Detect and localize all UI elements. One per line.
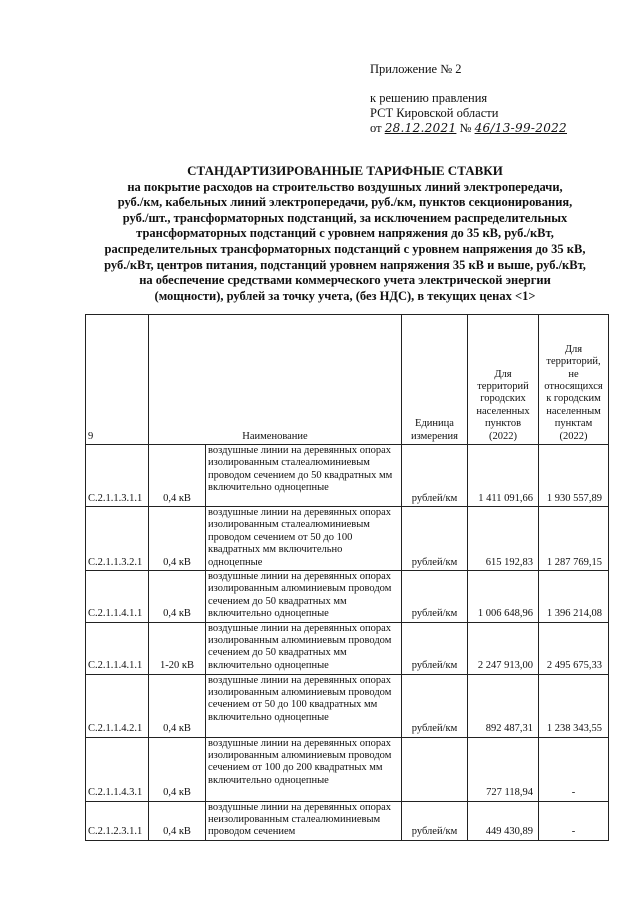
header-unit: Единица измерения <box>402 315 468 445</box>
decision-date-number <box>370 121 567 136</box>
row-code: С.2.1.1.4.2.1 <box>86 674 149 737</box>
title-line: распределительных трансформаторных подстанций с уровнем напряжения до 35 кВ, <box>104 241 586 256</box>
decision-line-2: РСТ Кировской области <box>370 106 499 120</box>
row-name: воздушные линии на деревянных опорах изолированным сталеалюминиевым проводом сечением до 50 квадратных мм включительно одноцепные <box>206 445 402 507</box>
row-code: С.2.1.1.4.3.1 <box>86 737 149 801</box>
appendix-label: Приложение № 2 <box>370 62 462 76</box>
title-main: СТАНДАРТИЗИРОВАННЫЕ ТАРИФНЫЕ СТАВКИ <box>187 163 503 178</box>
row-unit: рублей/км <box>402 507 468 571</box>
row-non-urban-value: 2 495 675,33 <box>539 622 609 674</box>
row-non-urban-value: 1 930 557,89 <box>539 445 609 507</box>
table-row <box>86 801 609 840</box>
row-urban-value: 2 247 913,00 <box>468 622 539 674</box>
row-urban-value: 1 006 648,96 <box>468 571 539 623</box>
title-line: руб./шт., трансформаторных подстанций, за исключением распределительных <box>122 210 568 225</box>
title-line: руб./км, кабельных линий электропередачи, руб./км, пунктов секционирования, <box>117 195 573 210</box>
row-urban-value: 892 487,31 <box>468 674 539 737</box>
row-voltage: 0,4 кВ <box>149 445 206 507</box>
title-line: трансформаторных подстанций с уровнем напряжения до 35 кВ, руб./кВт, <box>136 226 554 241</box>
title-line: на покрытие расходов на строительство воздушных линий электропередачи, <box>127 179 563 194</box>
document-title <box>90 163 600 304</box>
row-voltage: 0,4 кВ <box>149 507 206 571</box>
row-code: С.2.1.1.4.1.1 <box>86 571 149 623</box>
table-row <box>86 507 609 571</box>
row-unit: рублей/км <box>402 622 468 674</box>
header-urban: Для территорий городских населенных пунктов (2022) <box>468 315 539 445</box>
row-urban-value: 615 192,83 <box>468 507 539 571</box>
row-name: воздушные линии на деревянных опорах изолированным сталеалюминиевым проводом сечением от 50 до 100 квадратных мм включительно одноцепные <box>206 507 402 571</box>
decision-line-1: к решению правления <box>370 91 488 105</box>
row-non-urban-value: 1 287 769,15 <box>539 507 609 571</box>
row-unit: рублей/км <box>402 571 468 623</box>
row-non-urban-value: - <box>539 801 609 840</box>
handwritten-date: 28.12.2021 <box>384 121 457 135</box>
row-code: С.2.1.1.3.1.1 <box>86 445 149 507</box>
row-non-urban-value: 1 238 343,55 <box>539 674 609 737</box>
from-label: от <box>370 121 382 135</box>
row-unit: рублей/км <box>402 674 468 737</box>
row-unit: рублей/км <box>402 801 468 840</box>
row-name: воздушные линии на деревянных опорах изолированным алюминиевым проводом сечением до 50 квадратных мм включительно одноцепные <box>206 622 402 674</box>
table-row <box>86 571 609 623</box>
row-urban-value: 1 411 091,66 <box>468 445 539 507</box>
row-code: С.2.1.1.4.1.1 <box>86 622 149 674</box>
row-urban-value: 449 430,89 <box>468 801 539 840</box>
handwritten-number: 46/13-99-2022 <box>474 121 567 135</box>
row-name: воздушные линии на деревянных опорах неизолированным сталеалюминиевым проводом сечением <box>206 801 402 840</box>
row-voltage: 0,4 кВ <box>149 737 206 801</box>
title-line: (мощности), рублей за точку учета, (без НДС), в текущих ценах <1> <box>154 288 536 303</box>
row-voltage: 1-20 кВ <box>149 622 206 674</box>
row-name: воздушные линии на деревянных опорах изолированным алюминиевым проводом сечением до 50 квадратных мм включительно одноцепные <box>206 571 402 623</box>
row-unit: рублей/км <box>402 445 468 507</box>
row-code: С.2.1.1.3.2.1 <box>86 507 149 571</box>
table-row <box>86 445 609 507</box>
table-row <box>86 674 609 737</box>
row-name: воздушные линии на деревянных опорах изолированным алюминиевым проводом сечением от 50 до 100 квадратных мм включительно одноцепные <box>206 674 402 737</box>
row-non-urban-value: - <box>539 737 609 801</box>
table-row <box>86 622 609 674</box>
row-unit <box>402 737 468 801</box>
title-line: руб./кВт, центров питания, подстанций уровнем напряжения 35 кВ и выше, руб./кВт, <box>104 257 586 272</box>
title-line: на обеспечение средствами коммерческого учета электрической энергии <box>139 273 551 288</box>
tariff-table <box>85 314 609 841</box>
row-urban-value: 727 118,94 <box>468 737 539 801</box>
table-header-row <box>86 315 609 445</box>
row-voltage: 0,4 кВ <box>149 674 206 737</box>
row-name: воздушные линии на деревянных опорах изолированным алюминиевым проводом сечением от 100 до 200 квадратных мм включительно одноцепные <box>206 737 402 801</box>
header-num: 9 <box>86 315 149 445</box>
row-code: С.2.1.2.3.1.1 <box>86 801 149 840</box>
table-row <box>86 737 609 801</box>
row-voltage: 0,4 кВ <box>149 801 206 840</box>
row-voltage: 0,4 кВ <box>149 571 206 623</box>
header-name: Наименование <box>149 315 402 445</box>
row-non-urban-value: 1 396 214,08 <box>539 571 609 623</box>
header-non-urban: Для территорий, не относящихся к городским населенным пунктам (2022) <box>539 315 609 445</box>
number-sign: № <box>459 121 472 135</box>
